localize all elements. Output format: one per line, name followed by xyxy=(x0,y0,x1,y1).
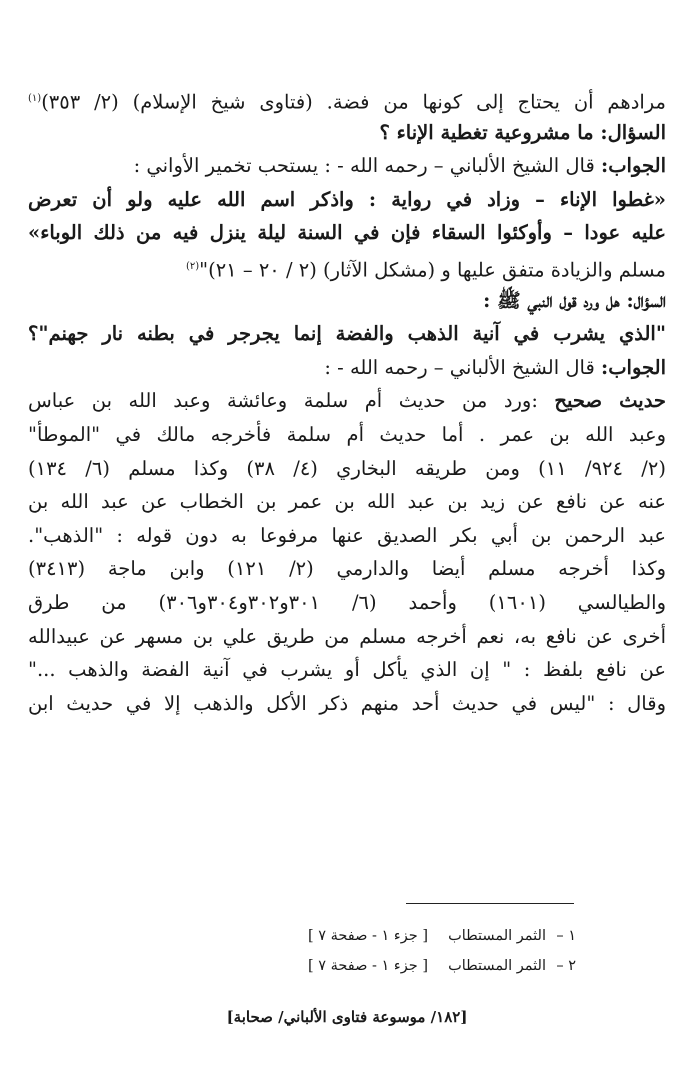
footnote-ref-2[interactable]: (٢) xyxy=(185,260,200,272)
text-line-14: عبد الرحمن بن أبي بكر الصديق عنها مرفوعا به دون قوله : "الذهب". xyxy=(28,523,666,547)
answer-label: الجواب: xyxy=(601,355,666,379)
text-line-19: وقال : "ليس في حديث أحد منهم ذكر الأكل والذهب إلا في حديث ابن xyxy=(28,691,666,715)
footnote-reference: [ جزء ١ - صفحة ٧ ] xyxy=(307,958,428,974)
text-line-11: وعبد الله بن عمر . أما حديث أم سلمة فأخرجه مالك في "الموطأ" xyxy=(28,422,666,446)
answer-heading-2: الجواب: قال الشيخ الألباني – رحمه الله - : xyxy=(324,355,666,379)
footnote-1 xyxy=(246,926,576,946)
footnote-source: الثمر المستطاب xyxy=(448,958,546,974)
footnote-ref-1[interactable]: (١) xyxy=(28,93,42,104)
footnote-number: ١ – xyxy=(556,928,576,944)
page-footer: [١٨٢/ موسوعة فتاوى الألباني/ صحابة] xyxy=(226,1008,468,1026)
page-body xyxy=(28,82,666,720)
hadith-line-2: عليه عودا – وأوكئوا السقاء فإن في السنة ليلة ينزل فيه من ذلك الوباء» xyxy=(28,221,666,245)
hadith-quote: "الذي يشرب في آنية الذهب والفضة إنما يجرجر في بطنه نار جهنم"؟ xyxy=(28,322,666,346)
footnote-number: ٢ – xyxy=(556,958,576,974)
footnote-divider xyxy=(406,903,574,904)
footnote-reference: [ جزء ١ - صفحة ٧ ] xyxy=(307,928,428,944)
question-label: السؤال: xyxy=(600,120,666,144)
text-line-18: عن نافع بلفظ : " إن الذي يأكل أو يشرب في آنية الفضة والذهب ..." xyxy=(28,658,666,682)
text-line-12: (٢/ ٩٢٤/ ١١) ومن طريقه البخاري (٤/ ٣٨) وكذا مسلم (٦/ ١٣٤) xyxy=(28,456,666,480)
question-heading-2: السؤال: هل ورد قول النبي ﷺ : xyxy=(483,288,666,312)
answer-label: الجواب: xyxy=(601,154,666,178)
question-label: السؤال: xyxy=(626,288,666,312)
answer-heading-1: الجواب: قال الشيخ الألباني – رحمه الله - : يستحب تخمير الأواني : xyxy=(133,154,666,178)
question-heading-1: السؤال: ما مشروعية تغطية الإناء ؟ xyxy=(379,120,666,144)
hadith-line-1: «غطوا الإناء – وزاد في رواية : واذكر اسم الله عليه ولو أن تعرض xyxy=(28,187,666,211)
text-line-16: والطيالسي (١٦٠١) وأحمد (٦/ ٣٠١و٣٠٢و٣٠٤و٣٠٦) من طرق xyxy=(28,590,666,614)
text-line-15: وكذا أخرجه مسلم أيضا والدارمي (٢/ ١٢١) وابن ماجة (٣٤١٣) xyxy=(28,557,666,581)
text-line-1: مرادهم أن يحتاج إلى كونها من فضة. (فتاوى شيخ الإسلام) (٢/ ٣٥٣)$^{(١)}$ xyxy=(28,90,666,114)
text-line-10: حديث صحيح :ورد من حديث أم سلمة وعائشة وعبد الله بن عباس xyxy=(28,389,666,413)
text-line-13: عنه عن نافع عن زيد بن عبد الله بن عمر بن الخطاب عن عبد الله بن xyxy=(28,490,666,514)
text-line-6: مسلم والزيادة متفق عليها و (مشكل الآثار) (٢ / ٢٠ – ٢١)"$^{(٢)}$ xyxy=(185,258,666,282)
footnote-source: الثمر المستطاب xyxy=(448,928,546,944)
text-line-17: أخرى عن نافع به، نعم أخرجه مسلم من طريق علي بن مسهر عن عبيدالله xyxy=(28,624,666,648)
ruling-label: حديث صحيح xyxy=(554,389,666,413)
footnote-2 xyxy=(246,956,576,976)
